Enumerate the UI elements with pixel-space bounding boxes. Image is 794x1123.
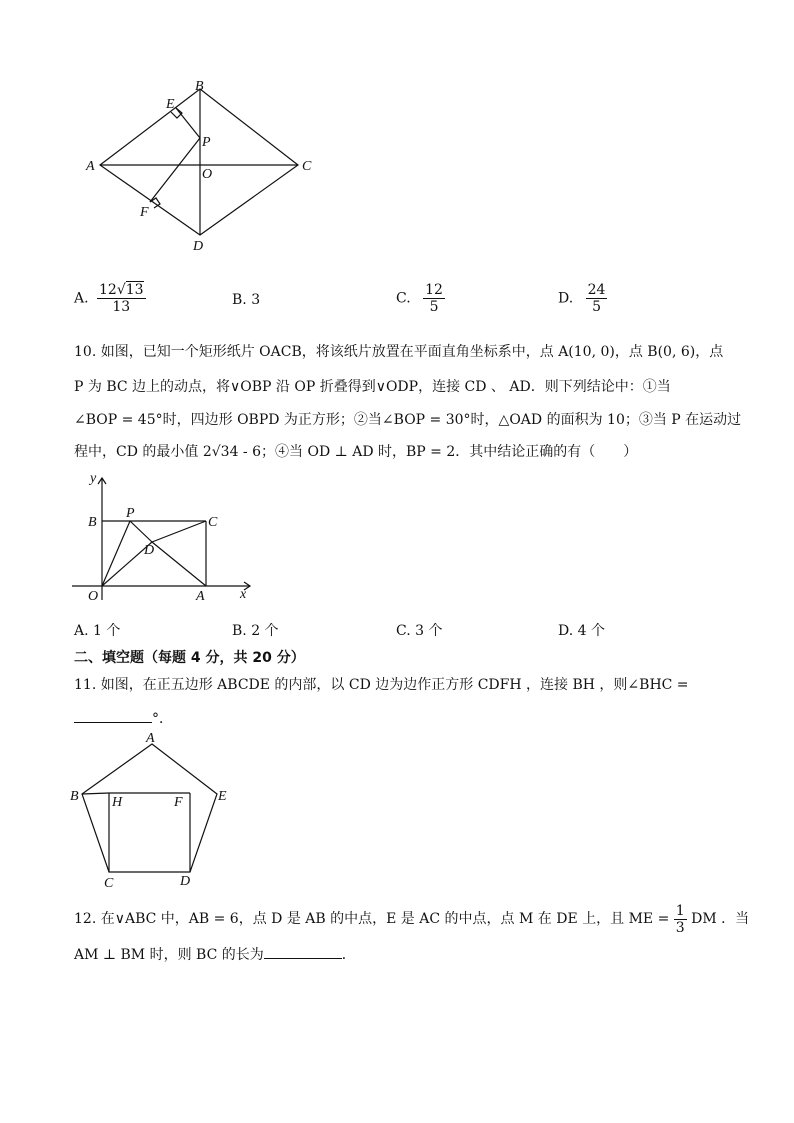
segment-op [102,521,130,586]
segment-pf [150,138,200,202]
rhombus-outline [100,89,298,235]
segment-pd [130,521,152,542]
q12-frac-den: 3 [675,919,685,936]
q10-option-b: B. 2 个 [232,623,279,639]
q9-c-num: 12 [425,282,443,298]
label-f: F [174,795,183,810]
q10-line-2: P 为 BC 边上的动点，将∨OBP 沿 OP 折叠得到∨ODP，连接 CD 、 AD．则下列结论中：①当 [74,379,671,395]
rhombus-figure [80,78,330,253]
q12-line-2-b: ． [341,947,356,963]
label-a: A [86,159,95,174]
label-b: B [70,789,79,804]
q12-frac-num: 1 [675,902,685,919]
q11-line-1: 11. 如图，在正五边形 ABCDE 的内部，以 CD 边为边作正方形 CDFH ，连接 BH ，则∠BHC = [74,677,689,693]
label-e: E [218,789,227,804]
label-o: O [202,167,213,182]
q9-option-d-letter: D. [558,290,574,307]
label-y: y [90,471,97,486]
q12-answer-blank[interactable] [264,944,342,959]
label-b: B [195,79,204,94]
label-a: A [146,731,155,746]
label-p: P [126,506,135,521]
label-c: C [302,159,312,174]
section-2-title: 二、填空题（每题 4 分，共 20 分） [74,650,305,666]
q10-line-4: 程中，CD 的最小值 2√34 - 6；④当 OD ⊥ AD 时，BP = 2．其中结论正确的有（ ） [74,444,638,460]
q12-line-2-a: AM ⊥ BM 时，则 BC 的长为 [74,947,264,963]
segment-bh [82,793,109,794]
q9-option-a: A. $\frac{12√13}{13}$ [74,282,144,315]
q9-a-den: 13 [97,298,146,315]
label-d: D [180,874,191,889]
q12-line-1-b: DM ．当 [691,911,750,927]
q11-line-2-suffix: °． [152,711,173,727]
pentagon-outline [82,744,217,872]
label-p: P [202,135,211,150]
q9-d-den: 5 [586,298,608,315]
q12-line-1 [74,902,749,936]
label-o: O [88,589,99,604]
label-h: H [112,795,123,810]
q9-option-d [558,282,607,315]
q12-line-1-a: 12. 在∨ABC 中，AB = 6，点 D 是 AB 的中点，E 是 AC 的中点，点 M 在 DE 上，且 ME = [74,911,670,927]
label-c: C [104,876,114,891]
q10-option-d: D. 4 个 [558,623,605,639]
q10-option-a: A. 1 个 [74,623,121,639]
segment-dc [152,521,206,542]
q10-line-1: 10. 如图，已知一个矩形纸片 OACB，将该纸片放置在平面直角坐标系中，点 A(10, 0)，点 B(0, 6)，点 [74,344,724,360]
q9-option-a-letter: A. [74,290,89,307]
q9-d-num: 24 [587,282,606,298]
q9-option-c [396,282,445,315]
label-a: A [196,589,205,604]
q10-option-c: C. 3 个 [396,623,443,639]
q9-option-b: B. 3 [232,292,261,308]
segment-pe [176,108,200,138]
q9-option-c-letter: C. [396,290,411,307]
q12-line-2 [74,944,356,965]
q11-answer-blank[interactable] [74,708,152,723]
label-b: B [88,515,97,530]
q9-c-den: 5 [423,298,445,315]
segment-da [152,542,206,586]
label-x: x [240,587,247,602]
q9-a-num-rad: 13 [125,282,144,298]
q10-line-3: ∠BOP = 45°时，四边形 OBPD 为正方形；②当∠BOP = 30°时，△OAD 的面积为 10；③当 P 在运动过 [74,412,742,428]
label-f: F [140,205,149,220]
label-d: D [144,543,155,558]
q9-a-num-coef: 12 [99,282,117,298]
pentagon-figure [66,730,246,895]
label-d: D [193,239,204,253]
coordinate-figure [68,470,268,605]
q11-line-2 [74,708,173,729]
label-e: E [166,97,175,112]
label-c: C [208,515,218,530]
